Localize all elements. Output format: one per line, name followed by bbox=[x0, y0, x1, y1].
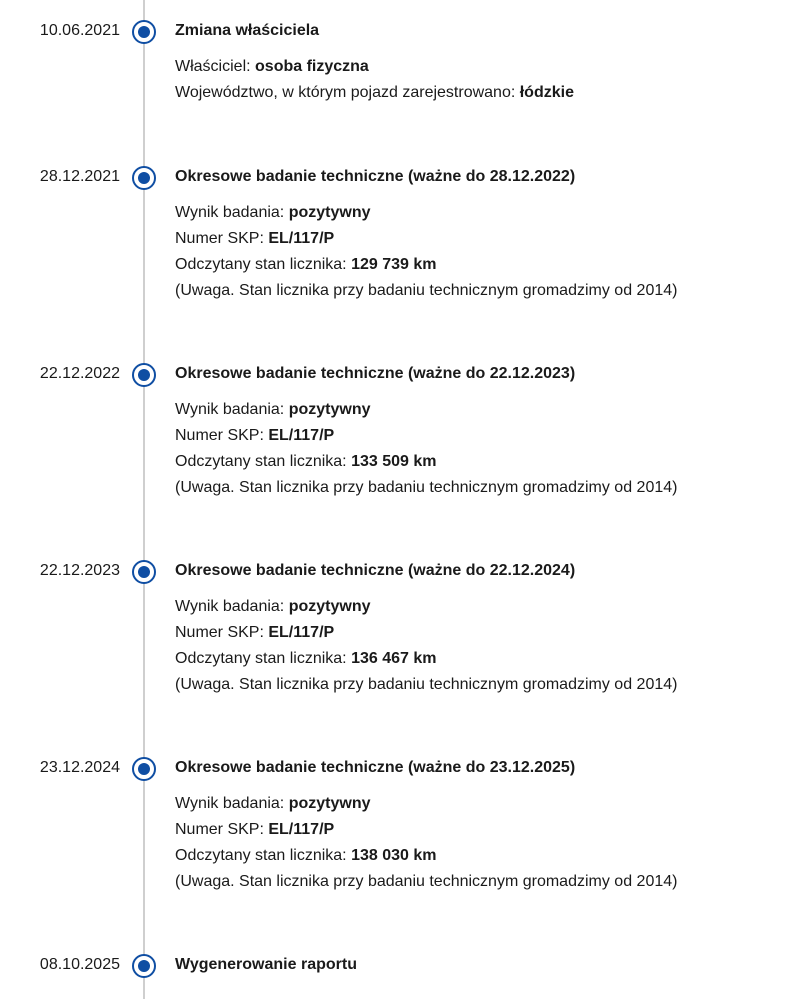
detail-value: pozytywny bbox=[288, 598, 371, 615]
detail-line bbox=[175, 54, 574, 80]
detail-label: (Uwaga. Stan licznika przy badaniu technicznym gromadzimy od 2014) bbox=[175, 873, 678, 890]
detail-line bbox=[175, 594, 677, 620]
timeline-dot-icon bbox=[132, 363, 156, 387]
detail-label: Numer SKP: bbox=[175, 624, 269, 641]
detail-line bbox=[175, 817, 677, 843]
timeline-dot-icon bbox=[132, 560, 156, 584]
timeline-dot-icon bbox=[132, 954, 156, 978]
detail-value: EL/117/P bbox=[268, 624, 335, 641]
event-title: Okresowe badanie techniczne (ważne do 23.12.2025) bbox=[175, 759, 576, 776]
detail-value: 133 509 km bbox=[351, 453, 437, 470]
event-date: 22.12.2023 bbox=[39, 562, 120, 579]
detail-label: Wynik badania: bbox=[175, 795, 289, 812]
detail-label: Wynik badania: bbox=[175, 204, 289, 221]
detail-note bbox=[175, 278, 677, 304]
detail-label: Numer SKP: bbox=[175, 230, 269, 247]
detail-line bbox=[175, 646, 677, 672]
detail-value: pozytywny bbox=[288, 401, 371, 418]
detail-line bbox=[175, 843, 677, 869]
event-date: 22.12.2022 bbox=[39, 365, 120, 382]
detail-note bbox=[175, 672, 677, 698]
detail-value: EL/117/P bbox=[268, 230, 335, 247]
detail-value: EL/117/P bbox=[268, 821, 335, 838]
detail-value: 136 467 km bbox=[351, 650, 437, 667]
detail-line bbox=[175, 423, 677, 449]
detail-line bbox=[175, 791, 677, 817]
event-title: Okresowe badanie techniczne (ważne do 22.12.2023) bbox=[175, 365, 576, 382]
detail-value: 138 030 km bbox=[351, 847, 437, 864]
event-title: Zmiana właściciela bbox=[175, 22, 320, 39]
detail-note bbox=[175, 869, 677, 895]
detail-line bbox=[175, 397, 677, 423]
detail-value: 129 739 km bbox=[351, 256, 437, 273]
timeline-line bbox=[143, 0, 145, 999]
detail-label: Odczytany stan licznika: bbox=[175, 847, 352, 864]
event-date: 28.12.2021 bbox=[39, 168, 120, 185]
detail-value: EL/117/P bbox=[268, 427, 335, 444]
event-date: 23.12.2024 bbox=[39, 759, 120, 776]
detail-line bbox=[175, 620, 677, 646]
detail-label: Wynik badania: bbox=[175, 598, 289, 615]
detail-note bbox=[175, 475, 677, 501]
event-date: 10.06.2021 bbox=[39, 22, 120, 39]
detail-line bbox=[175, 200, 677, 226]
detail-value: osoba fizyczna bbox=[255, 58, 369, 75]
detail-label: Właściciel: bbox=[175, 58, 256, 75]
detail-label: Numer SKP: bbox=[175, 821, 269, 838]
detail-line bbox=[175, 80, 574, 106]
event-details bbox=[175, 54, 574, 106]
event-details bbox=[175, 397, 677, 501]
detail-line bbox=[175, 252, 677, 278]
event-details bbox=[175, 200, 677, 304]
detail-label: (Uwaga. Stan licznika przy badaniu technicznym gromadzimy od 2014) bbox=[175, 479, 678, 496]
detail-line bbox=[175, 226, 677, 252]
detail-value: łódzkie bbox=[519, 84, 574, 101]
detail-label: Wynik badania: bbox=[175, 401, 289, 418]
detail-label: Odczytany stan licznika: bbox=[175, 256, 352, 273]
event-date: 08.10.2025 bbox=[39, 956, 120, 973]
detail-line bbox=[175, 449, 677, 475]
detail-value: pozytywny bbox=[288, 204, 371, 221]
event-details bbox=[175, 594, 677, 698]
detail-label: Województwo, w którym pojazd zarejestrowano: bbox=[175, 84, 520, 101]
timeline-dot-icon bbox=[132, 20, 156, 44]
event-title: Okresowe badanie techniczne (ważne do 28.12.2022) bbox=[175, 168, 576, 185]
detail-label: Odczytany stan licznika: bbox=[175, 650, 352, 667]
timeline-dot-icon bbox=[132, 757, 156, 781]
detail-label: (Uwaga. Stan licznika przy badaniu technicznym gromadzimy od 2014) bbox=[175, 282, 678, 299]
detail-value: pozytywny bbox=[288, 795, 371, 812]
detail-label: (Uwaga. Stan licznika przy badaniu technicznym gromadzimy od 2014) bbox=[175, 676, 678, 693]
detail-label: Odczytany stan licznika: bbox=[175, 453, 352, 470]
event-title: Okresowe badanie techniczne (ważne do 22.12.2024) bbox=[175, 562, 576, 579]
detail-label: Numer SKP: bbox=[175, 427, 269, 444]
event-details bbox=[175, 791, 677, 895]
event-title: Wygenerowanie raportu bbox=[175, 956, 357, 973]
timeline-dot-icon bbox=[132, 166, 156, 190]
